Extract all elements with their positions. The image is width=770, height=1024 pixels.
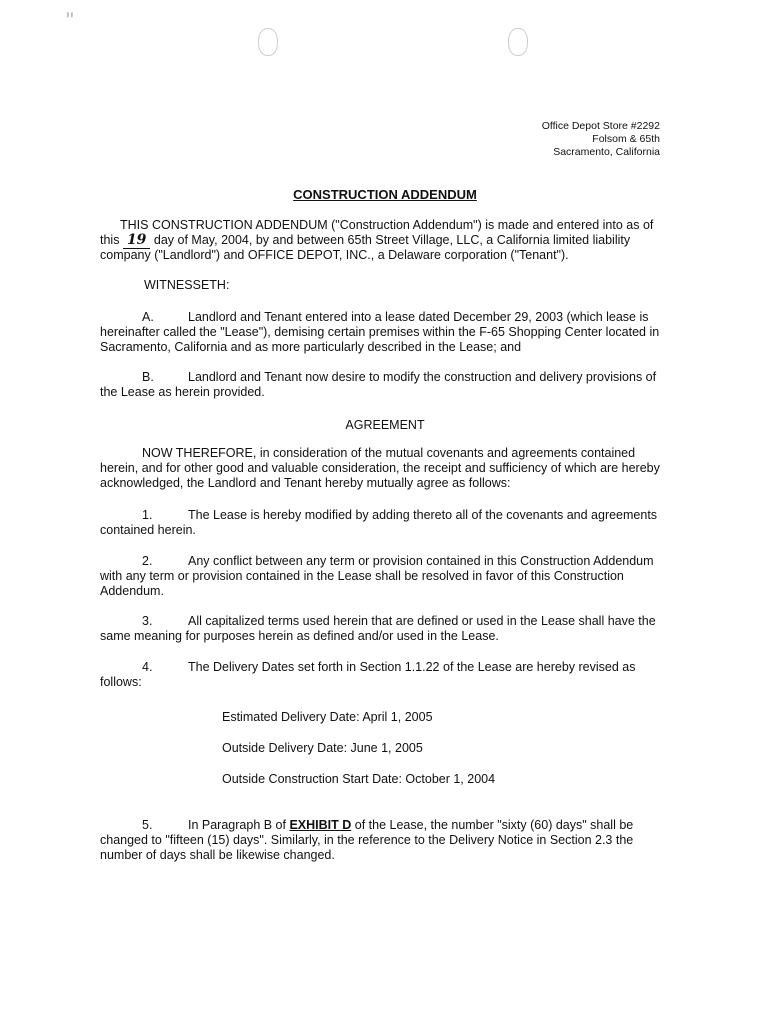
section-5 bbox=[100, 818, 660, 863]
recital-a-label: A. bbox=[142, 310, 154, 324]
handwritten-day: 19 bbox=[123, 232, 150, 249]
store-name: Office Depot Store #2292 bbox=[541, 120, 660, 132]
estimated-delivery-date: Estimated Delivery Date: April 1, 2005 bbox=[222, 710, 433, 724]
section-3 bbox=[100, 614, 660, 644]
punch-hole-right bbox=[508, 28, 528, 56]
recital-b bbox=[100, 370, 660, 400]
intro-paragraph bbox=[100, 218, 660, 263]
store-intersection: Folsom & 65th bbox=[592, 133, 660, 145]
section-4-text: The Delivery Dates set forth in Section 1.1.22 of the Lease are hereby revised as follows: bbox=[100, 660, 636, 689]
recital-a bbox=[100, 310, 660, 355]
agreement-heading: AGREEMENT bbox=[345, 418, 425, 432]
section-1 bbox=[100, 508, 660, 538]
exhibit-d-reference: EXHIBIT D bbox=[289, 818, 352, 832]
section-4 bbox=[100, 660, 660, 690]
now-therefore-text: NOW THEREFORE, in consideration of the mutual covenants and agreements contained herein, and for other good and valuable consideration, the receipt and sufficiency of which are hereby acknowledged, the Landlord and Tenant hereby mutually agree as follows: bbox=[100, 446, 660, 490]
scan-mark: " bbox=[66, 8, 74, 33]
intro-text-1: THIS CONSTRUCTION ADDENDUM ("Construction Addendum") is made and entered into as of this bbox=[100, 218, 654, 247]
section-5-text-post: of the Lease, the number "sixty (60) days" shall be changed to "fifteen (15) days". Similarly, in the reference to the Delivery Notice in Section 2.3 the number of days shall be likewise changed. bbox=[100, 818, 634, 862]
section-5-text-pre: In Paragraph B of bbox=[188, 818, 286, 832]
section-4-label: 4. bbox=[142, 660, 153, 674]
store-header bbox=[542, 120, 660, 159]
section-5-label: 5. bbox=[142, 818, 153, 832]
section-2-text: Any conflict between any term or provision contained in this Construction Addendum with any term or provision contained in the Lease shall be resolved in favor of this Construction Addendum. bbox=[100, 554, 654, 598]
punch-hole-left bbox=[258, 28, 278, 56]
section-2-label: 2. bbox=[142, 554, 153, 568]
now-therefore-paragraph bbox=[100, 446, 660, 491]
section-3-label: 3. bbox=[142, 614, 153, 628]
recital-a-text: Landlord and Tenant entered into a lease dated December 29, 2003 (which lease is hereinafter called the "Lease"), demising certain premises within the F-65 Shopping Center located in Sacramento, California and as more particularly described in the Lease; and bbox=[100, 310, 660, 354]
store-city: Sacramento, California bbox=[553, 146, 660, 158]
outside-delivery-date: Outside Delivery Date: June 1, 2005 bbox=[222, 741, 423, 755]
witnesseth-heading: WITNESSETH: bbox=[144, 278, 230, 292]
section-1-label: 1. bbox=[142, 508, 153, 522]
section-2 bbox=[100, 554, 660, 599]
section-1-text: The Lease is hereby modified by adding thereto all of the covenants and agreements contained herein. bbox=[100, 508, 658, 537]
intro-text-2: day of May, 2004, by and between 65th Street Village, LLC, a California limited liability company ("Landlord") and OFFICE DEPOT, INC., a Delaware corporation ("Tenant"). bbox=[100, 233, 631, 262]
recital-b-text: Landlord and Tenant now desire to modify the construction and delivery provisions of the Lease as herein provided. bbox=[100, 370, 657, 399]
section-3-text: All capitalized terms used herein that are defined or used in the Lease shall have the same meaning for purposes herein as defined and/or used in the Lease. bbox=[100, 614, 656, 643]
outside-construction-start-date: Outside Construction Start Date: October 1, 2004 bbox=[222, 772, 496, 786]
document-title: CONSTRUCTION ADDENDUM bbox=[293, 187, 477, 202]
recital-b-label: B. bbox=[142, 370, 154, 384]
